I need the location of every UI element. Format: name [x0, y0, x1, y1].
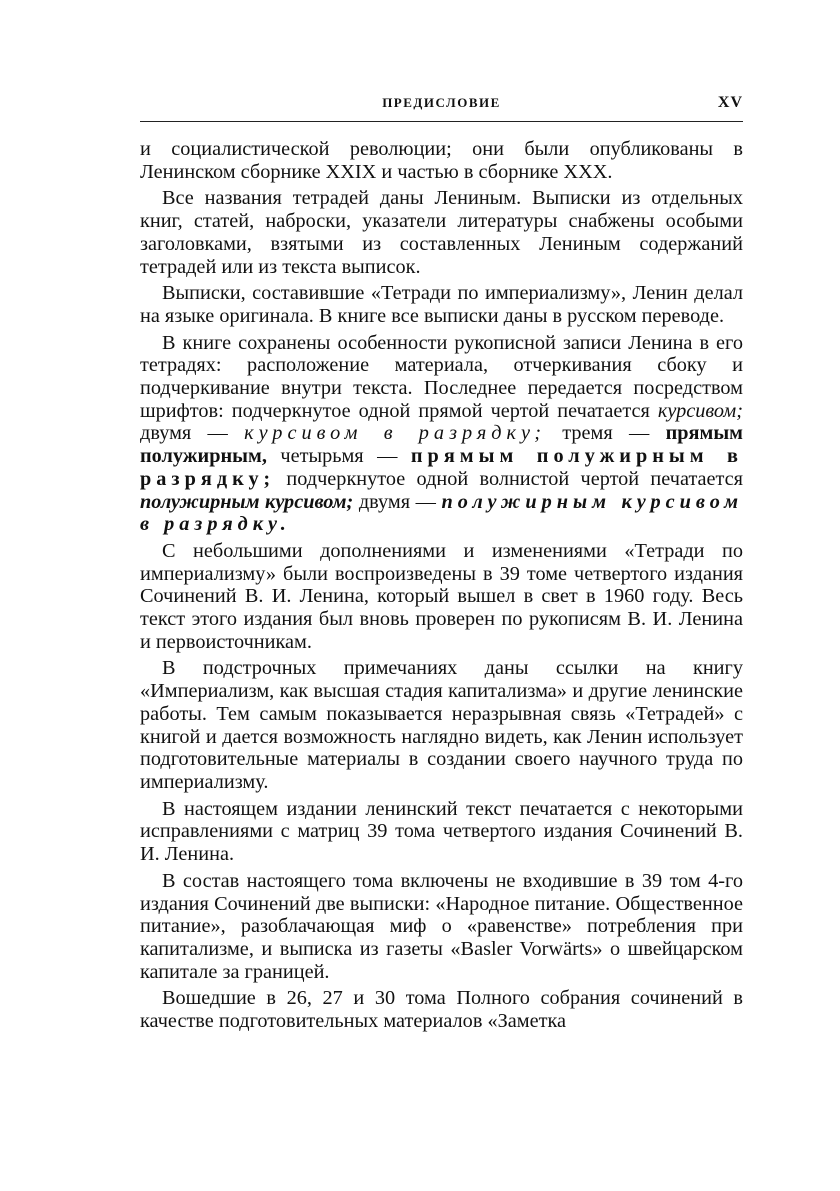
four-lines-text: четырьмя — — [280, 445, 398, 468]
italic-sample: курсивом; — [657, 399, 743, 422]
spaced-italic-sample: курсивом в разрядку; — [244, 422, 547, 445]
paragraph-1: и социалистической революции; они были опубликованы в Ленинском сборнике XXIX и частью в сборнике XXX. — [140, 138, 743, 183]
spaced-bold-italic-sample: полужирным курсивом в разрядку. — [140, 490, 743, 536]
paragraph-7: В настоящем издании ленинский текст печатается с некоторыми исправлениями с матриц 39 тома четвертого издания Сочинений В. И. Ленина. — [140, 797, 743, 866]
page-number: XV — [717, 94, 743, 111]
spaced-bold-sample: прямым полужирным в разрядку; — [140, 445, 743, 490]
running-title: ПРЕДИСЛОВИЕ — [382, 95, 501, 110]
paragraph-6: В подстрочных примечаниях даны ссылки на книгу «Империализм, как высшая стадия капитализма» и другие ленинские работы. Тем самым показывается неразрывная связь «Тетрадей» с книгой и дается возможность наглядно видеть, как Ленин использует подготовительные материалы в создании своего научного труда по империализму. — [140, 657, 743, 793]
bold-italic-sample: полужирным курсивом; — [140, 490, 354, 513]
bold-sample: прямым полужирным, — [140, 422, 743, 468]
paragraph-3: Выписки, составившие «Тетради по империализму», Ленин делал на языке оригинала. В книге все выписки даны в русском переводе. — [140, 282, 743, 327]
three-lines-text: тремя — — [562, 422, 650, 445]
paragraph-9: Вошедшие в 26, 27 и 30 тома Полного собрания сочинений в качестве подготовительных материалов «Заметка — [140, 987, 743, 1033]
body-text — [140, 138, 743, 1037]
running-head — [140, 95, 743, 119]
paragraph-2: Все названия тетрадей даны Лениным. Выписки из отдельных книг, статей, наброски, указатели литературы снабжены особыми заголовками, взятыми из составленных Лениным содержаний тетрадей или из текста выписок. — [140, 187, 743, 278]
paragraph-5: С небольшими дополнениями и изменениями «Тетради по империализму» были воспроизведены в 39 томе четвертого издания Сочинений В. И. Ленина, который вышел в свет в 1960 году. Весь текст этого издания был вновь проверен по рукописям В. И. Ленина и первоисточникам. — [140, 539, 743, 653]
paragraph-8: В состав настоящего тома включены не входившие в 39 том 4-го издания Сочинений две выписки: «Народное питание. Общественное питание», разоблачающая миф о «равенстве» потребления при капитализме, и выписка из газеты «Basler Vorwärts» о швейцарском капитале за границей. — [140, 869, 743, 983]
paragraph-4-typography — [140, 332, 743, 536]
two-wavy-lines-text: двумя — — [358, 490, 436, 513]
wavy-line-text: подчеркнутое одной волнистой чертой печатается — [286, 467, 743, 490]
typography-lead-text: В книге сохранены особенности рукописной записи Ленина в его тетрадях: расположение материала, отчеркивания сбоку и подчеркивание внутри текста. Последнее передается посредством шрифтов: подчеркнутое одной прямой чертой печатается — [140, 331, 743, 422]
header-rule — [140, 121, 743, 122]
two-lines-text: двумя — — [140, 422, 228, 445]
